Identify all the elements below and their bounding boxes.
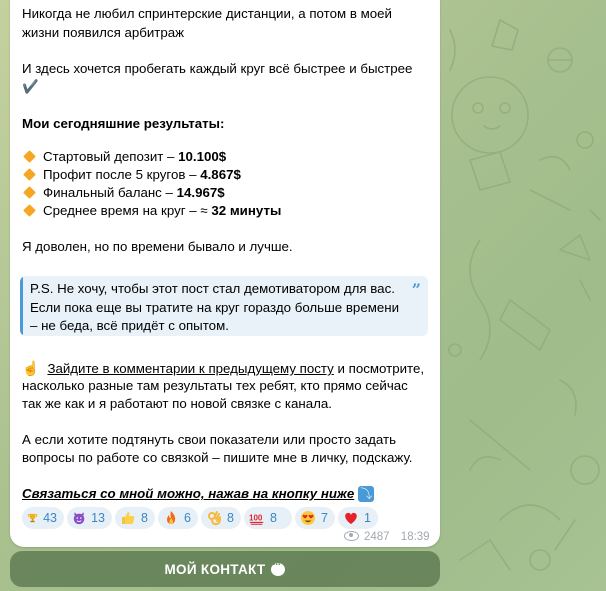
reaction-red-heart[interactable] (338, 507, 378, 529)
text-line: ☝ Зайдите в комментарии к предыдущему посту и посмотрите, (22, 360, 425, 376)
reaction-heart-eyes[interactable] (295, 507, 335, 529)
result-item: Финальный баланс – 14.967$ (22, 184, 225, 203)
previous-post-comments-link[interactable]: Зайдите в комментарии к предыдущему посту (47, 361, 334, 376)
reaction-count: 8 (141, 511, 148, 525)
svg-text:100: 100 (249, 513, 263, 523)
reaction-thumbs-up[interactable] (115, 507, 155, 529)
reaction-smiling-devil[interactable] (67, 507, 112, 529)
view-count: 2487 (364, 531, 390, 543)
orange-diamond-icon (23, 151, 36, 164)
reaction-count: 13 (91, 511, 105, 525)
text-line: насколько разные там результаты тех ребят, кто прямо сейчас (22, 378, 408, 393)
eye-icon (344, 531, 359, 541)
smiling-devil-icon (72, 510, 86, 526)
reaction-ok-hand[interactable] (201, 507, 241, 529)
quote-bar (20, 276, 23, 336)
quote-line: P.S. Не хочу, чтобы этот пост стал демотиватором для вас. (30, 281, 395, 296)
quote-line: Если пока еще вы тратите на круг гораздо больше времени (30, 299, 400, 315)
text-line: А если хотите подтянуть свои показатели или просто задать (22, 432, 397, 447)
my-contact-button[interactable] (10, 551, 440, 587)
text-line: жизни появился арбитраж (22, 25, 185, 40)
pointing-hand-icon: ☝ (22, 360, 40, 376)
fire-icon (163, 510, 179, 526)
orange-diamond-icon (23, 205, 36, 218)
arrow-down-icon: ⤵ (360, 487, 373, 502)
reaction-trophy[interactable] (22, 507, 64, 529)
call-to-action: Связаться со мной можно, нажав на кнопку ниже ⤵ (22, 486, 373, 502)
result-item: Стартовый депозит – 10.100$ (22, 148, 226, 167)
reaction-count: 8 (227, 511, 234, 525)
reaction-fire[interactable] (158, 507, 198, 529)
red-heart-icon (343, 510, 359, 526)
heart-eyes-icon (300, 510, 316, 526)
hundred-icon (249, 510, 265, 526)
text-line: так же как и я работают по новой связке с канала. (22, 396, 332, 411)
text-line: вопросы по работе со связкой – пишите мне в личку, подскажу. (22, 450, 413, 465)
message-meta (344, 531, 430, 543)
text-line: И здесь хочется пробегать каждый круг всё быстрее и быстрее (22, 61, 413, 76)
reaction-hundred[interactable] (244, 507, 292, 529)
speech-bubble-icon (271, 563, 285, 576)
reaction-count: 6 (184, 511, 191, 525)
reaction-count: 7 (321, 511, 328, 525)
button-label: МОЙ КОНТАКТ (164, 561, 266, 577)
orange-diamond-icon (23, 187, 36, 200)
reaction-count: 43 (43, 511, 57, 525)
check-mark-emoji: ✔️ (22, 79, 39, 94)
text-line: Никогда не любил спринтерские дистанции, а потом в моей (22, 6, 392, 21)
reaction-count: 8 (270, 511, 277, 525)
quote-icon: ” (411, 280, 421, 299)
orange-diamond-icon (23, 169, 36, 182)
thumbs-up-icon (120, 510, 136, 526)
result-item: Профит после 5 кругов – 4.867$ (22, 166, 241, 185)
ok-hand-icon (206, 510, 222, 526)
text-line: Я доволен, но по времени бывало и лучше. (22, 239, 293, 254)
quote-line: – не беда, всё придёт с опытом. (30, 318, 229, 333)
results-heading: Мои сегодняшние результаты: (22, 116, 225, 131)
result-item: Среднее время на круг – ≈ 32 минуты (22, 202, 281, 221)
message-time: 18:39 (400, 531, 430, 543)
reaction-count: 1 (364, 511, 371, 525)
trophy-icon (27, 510, 38, 526)
blockquote (20, 276, 428, 336)
